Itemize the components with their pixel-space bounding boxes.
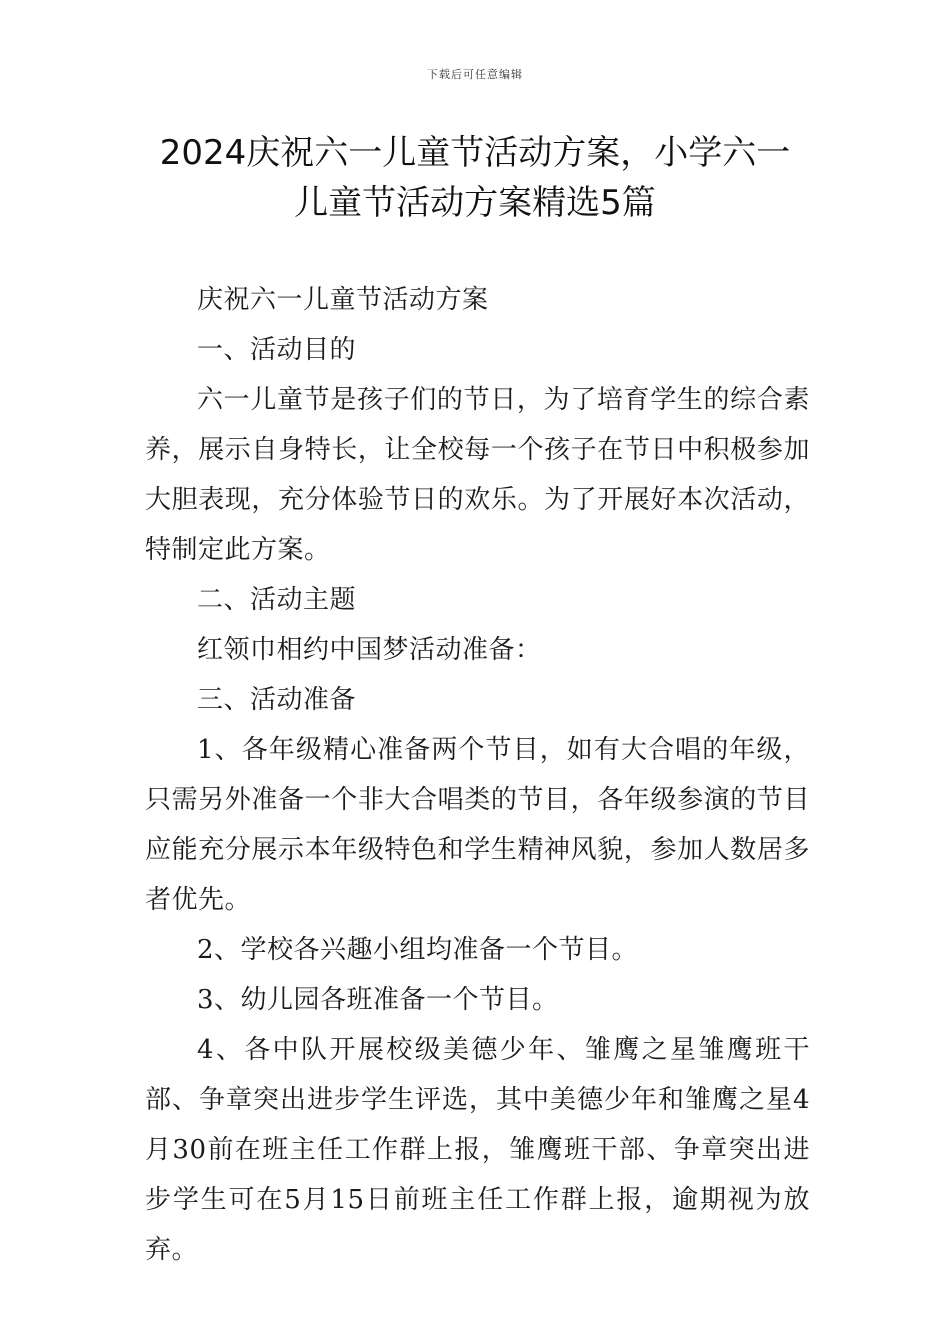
header-note: 下载后可任意编辑 <box>427 68 523 81</box>
section-heading-theme: 二、活动主题 <box>197 585 357 615</box>
section-heading-preparation: 三、活动准备 <box>197 685 357 715</box>
list-item-preparation-4: 4、各中队开展校级美德少年、雏鹰之星雏鹰班干部、争章突出进步学生评选，其中美德少年和雏鹰之星4月30前在班主任工作群上报，雏鹰班干部、争章突出进步学生可在5月15日前班主任工作群上报，逾期视为放弃。 <box>145 1035 810 1265</box>
document-title <box>100 128 850 228</box>
paragraph-subtitle: 庆祝六一儿童节活动方案 <box>197 285 489 315</box>
list-item-preparation-3: 3、幼儿园各班准备一个节目。 <box>197 985 559 1015</box>
document-body <box>145 275 810 1275</box>
document-title-line-2: 儿童节活动方案精选5篇 <box>294 183 656 223</box>
list-item-preparation-1: 1、各年级精心准备两个节目，如有大合唱的年级，只需另外准备一个非大合唱类的节目，各年级参演的节目应能充分展示本年级特色和学生精神风貌，参加人数居多者优先。 <box>145 735 810 915</box>
paragraph-theme: 红领巾相约中国梦活动准备： <box>197 635 542 665</box>
document-title-line-1: 2024庆祝六一儿童节活动方案，小学六一 <box>159 133 791 173</box>
section-heading-purpose: 一、活动目的 <box>197 335 357 365</box>
paragraph-purpose: 六一儿童节是孩子们的节日，为了培育学生的综合素养，展示自身特长，让全校每一个孩子在节日中积极参加大胆表现，充分体验节日的欢乐。为了开展好本次活动，特制定此方案。 <box>145 385 810 565</box>
list-item-preparation-2: 2、学校各兴趣小组均准备一个节目。 <box>197 935 639 965</box>
